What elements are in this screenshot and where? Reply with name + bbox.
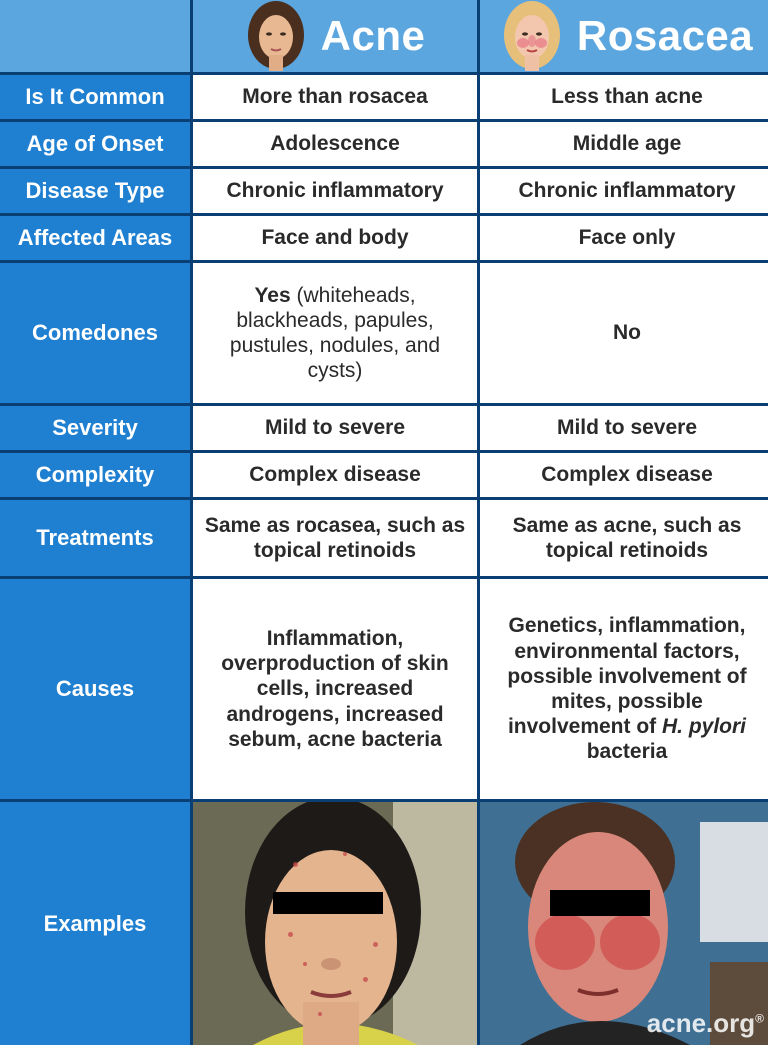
row-label-severity: Severity: [0, 406, 190, 450]
acne-disease-type: Chronic inflammatory: [193, 169, 477, 213]
rosacea-causes-tail: bacteria: [586, 740, 668, 764]
privacy-bar: [273, 892, 383, 914]
watermark-mark: ®: [755, 1011, 764, 1026]
acne-severity: Mild to severe: [193, 406, 477, 450]
acne-treatments: Same as rocasea, such as topical retinoids: [193, 500, 477, 576]
rosacea-comedones: No: [480, 263, 768, 403]
privacy-bar: [550, 890, 650, 916]
rosacea-severity: Mild to severe: [480, 406, 768, 450]
rosacea-header: [480, 0, 768, 72]
row-label-examples: Examples: [0, 802, 190, 1045]
row-label-causes: Causes: [0, 579, 190, 799]
woman-face-icon: [245, 1, 307, 71]
row-label-age: Age of Onset: [0, 122, 190, 166]
rosacea-complexity: Complex disease: [480, 453, 768, 497]
rosacea-common: Less than acne: [480, 75, 768, 119]
row-label-areas: Affected Areas: [0, 216, 190, 260]
row-label-common: Is It Common: [0, 75, 190, 119]
rosacea-age: Middle age: [480, 122, 768, 166]
rosacea-example-photo: [480, 802, 768, 1045]
acne-comedones-yes: Yes: [254, 283, 291, 307]
rosacea-treatments: Same as acne, such as topical retinoids: [480, 500, 768, 576]
acne-age: Adolescence: [193, 122, 477, 166]
acne-areas: Face and body: [193, 216, 477, 260]
row-label-complexity: Complexity: [0, 453, 190, 497]
acne-org-logo: [647, 1008, 764, 1039]
acne-comedones-detail: (whiteheads, blackheads, papules, pustules, nodules, and cysts): [229, 283, 441, 383]
acne-common: More than rosacea: [193, 75, 477, 119]
acne-example-photo: [193, 802, 477, 1045]
rosacea-title: Rosacea: [576, 12, 754, 59]
rosacea-causes-italic: H. pylori: [662, 715, 747, 739]
acne-photo-illustration: [193, 802, 477, 1045]
rosacea-areas: Face only: [480, 216, 768, 260]
watermark-text: acne.org: [646, 1008, 756, 1038]
row-label-comedones: Comedones: [0, 263, 190, 403]
acne-comedones: [193, 263, 477, 403]
row-label-disease-type: Disease Type: [0, 169, 190, 213]
rosacea-disease-type: Chronic inflammatory: [480, 169, 768, 213]
acne-header: [193, 0, 477, 72]
acne-title: Acne: [320, 12, 426, 59]
rosacea-causes: [480, 579, 768, 799]
header-corner: [0, 0, 190, 72]
acne-causes: Inflammation, overproduction of skin cells, increased androgens, increased sebum, acne bacteria: [193, 579, 477, 799]
rosacea-causes-text: Genetics, inflammation, environmental factors, possible involvement of mites, possible involvement of: [507, 614, 747, 739]
row-label-treatments: Treatments: [0, 500, 190, 576]
acne-complexity: Complex disease: [193, 453, 477, 497]
woman-rosacea-face-icon: [501, 1, 563, 71]
